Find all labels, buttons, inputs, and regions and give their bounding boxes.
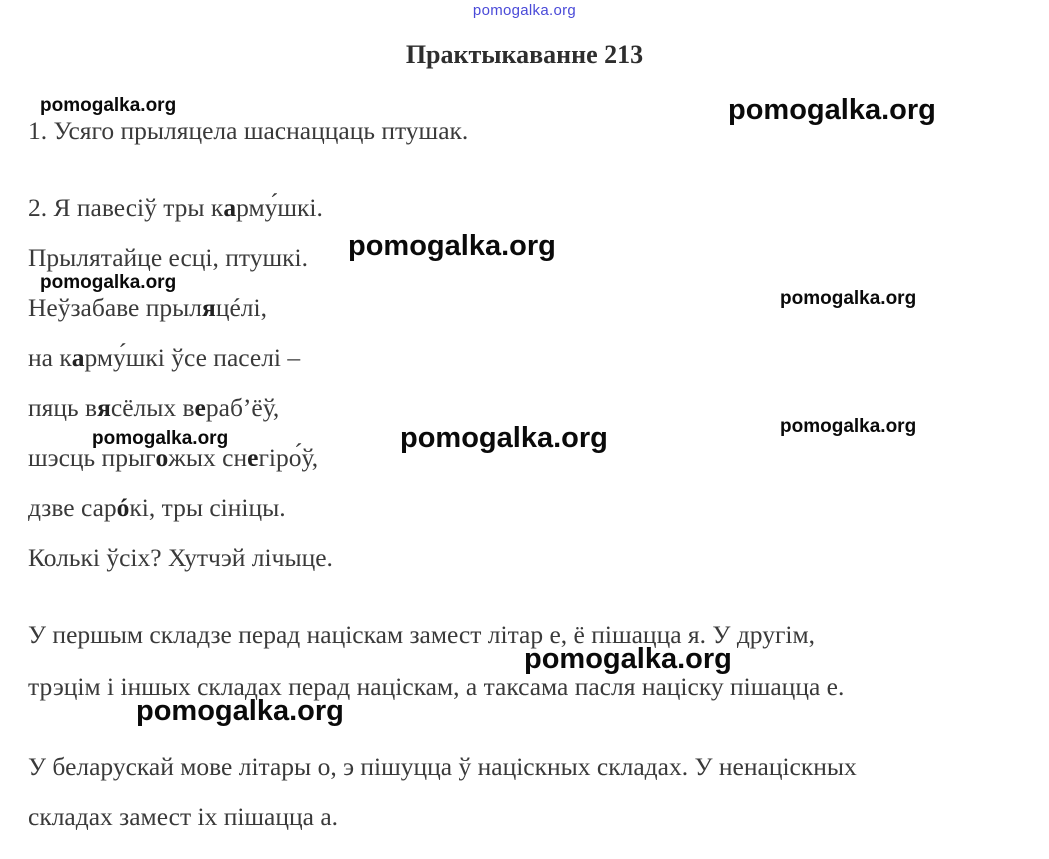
watermark: pomogalka.org xyxy=(780,416,917,437)
watermark: pomogalka.org xyxy=(728,94,936,126)
poem-line-8: Колькі ўсіх? Хутчэй лічыце. xyxy=(28,543,333,572)
exercise-line-1: 1. Усяго прыляцела шаснаццаць птушак. xyxy=(28,116,469,145)
site-link[interactable]: pomogalka.org xyxy=(472,2,577,19)
poem-line-4: на карму́шкі ўсе паселі – xyxy=(28,343,301,372)
watermark: pomogalka.org xyxy=(400,422,608,454)
watermark: pomogalka.org xyxy=(780,288,917,309)
poem-line-3: Неўзабаве прыляцéлі, xyxy=(28,293,267,322)
watermark: pomogalka.org xyxy=(524,643,732,675)
rule-1-line-2: трэцім і іншых складах перад націскам, а таксама пасля націску пішацца е. xyxy=(28,672,845,701)
watermark: pomogalka.org xyxy=(348,230,556,262)
watermark: pomogalka.org xyxy=(40,272,177,293)
watermark: pomogalka.org xyxy=(92,428,229,449)
watermark: pomogalka.org xyxy=(136,695,344,727)
rule-2-line-2: складах замест іх пішацца а. xyxy=(28,802,339,831)
poem-line-2: Прылятайце есці, птушкі. xyxy=(28,243,308,272)
rule-1-line-1: У першым складзе перад націскам замест літар е, ё пішацца я. У другім, xyxy=(28,620,816,649)
poem-line-1: 2. Я павесіў тры карму́шкі. xyxy=(28,193,323,222)
watermark: pomogalka.org xyxy=(40,95,177,116)
rule-2-line-1: У беларускай мове літары о, э пішуцца ў націскных складах. У ненаціскных xyxy=(28,752,857,781)
poem-line-5: пяць вясёлых вераб’ёў, xyxy=(28,393,280,422)
poem-line-7: дзве сарóкі, тры сініцы. xyxy=(28,493,286,522)
page-title: Практыкаванне 213 xyxy=(405,40,644,69)
poem-line-6: шэсць прыгожых снегіро́ў, xyxy=(28,443,319,472)
